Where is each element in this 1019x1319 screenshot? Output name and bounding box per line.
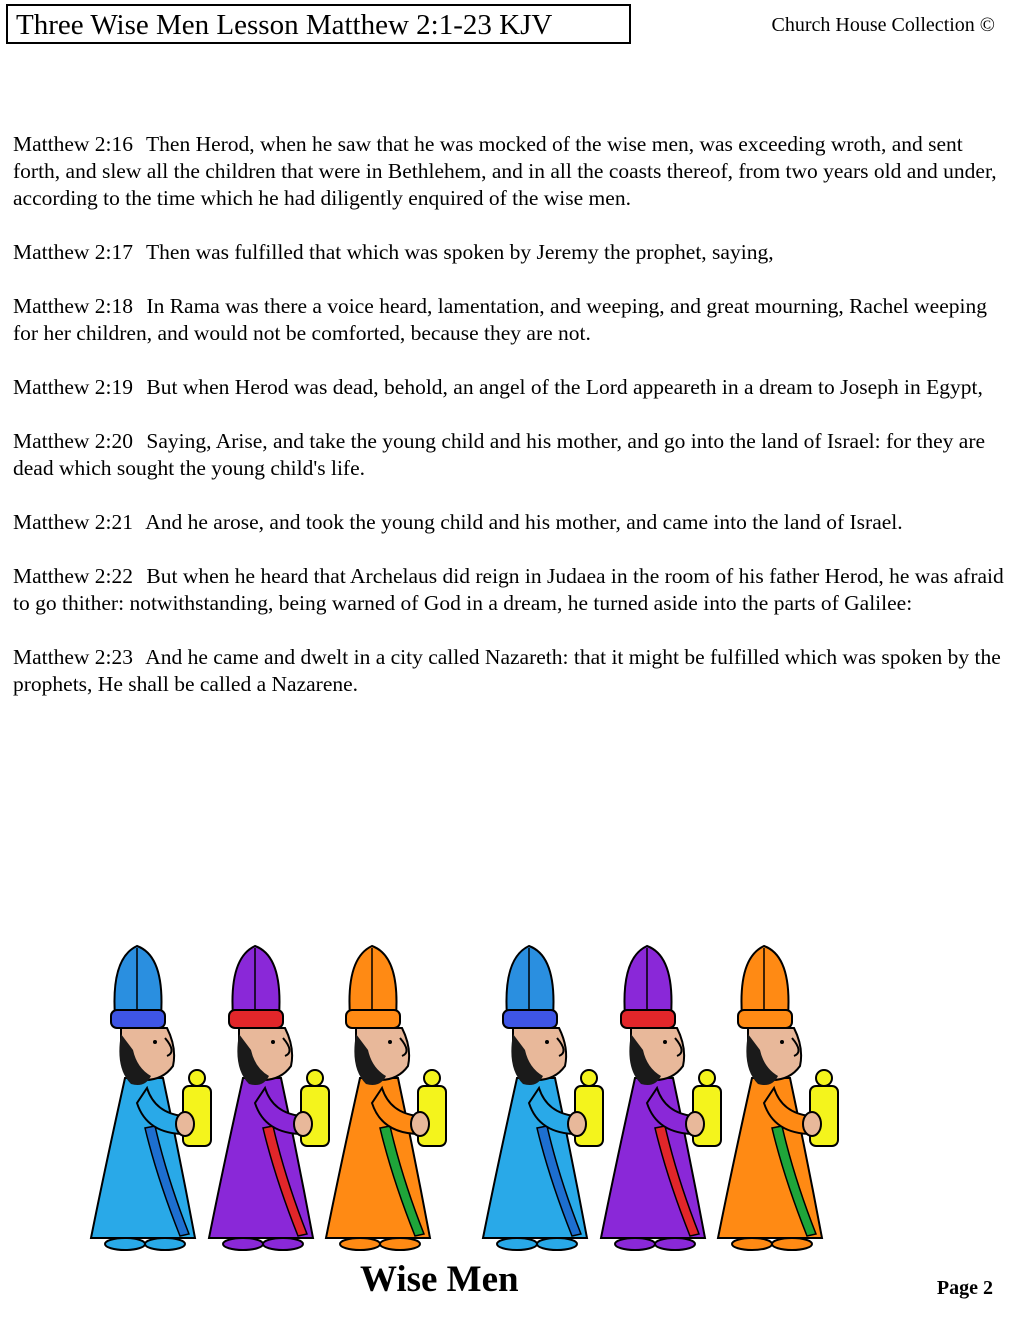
verse-reference: Matthew 2:19 (13, 375, 134, 399)
hat-band (346, 1010, 400, 1028)
verse-text: And he came and dwelt in a city called Nazareth: that it might be fulfilled which was spoken by the prophets, He shall be called a Nazarene. (13, 645, 1001, 696)
shoe-shape (223, 1238, 263, 1250)
shoe-shape (537, 1238, 577, 1250)
page-title: Three Wise Men Lesson Matthew 2:1-23 KJV (6, 4, 631, 44)
verse-paragraph (13, 131, 1008, 212)
verse-paragraph (13, 563, 1008, 617)
eye-dot (780, 1040, 784, 1044)
wise-man-figure (91, 946, 211, 1250)
hat-band (111, 1010, 165, 1028)
wise-man-figure (209, 946, 329, 1250)
hand-shape (294, 1112, 312, 1136)
eye-dot (545, 1040, 549, 1044)
wise-man-figure (601, 946, 721, 1250)
eye-dot (663, 1040, 667, 1044)
shoe-shape (340, 1238, 380, 1250)
verse-list (13, 131, 1008, 725)
verse-paragraph (13, 428, 1008, 482)
verse-paragraph (13, 239, 1008, 266)
verse-text: But when Herod was dead, behold, an angel of the Lord appeareth in a dream to Joseph in Egypt, (146, 375, 983, 399)
wise-man-figure (483, 946, 603, 1250)
hat-shape (624, 946, 671, 1016)
shoe-shape (263, 1238, 303, 1250)
hat-shape (506, 946, 553, 1016)
wise-man-figure (326, 946, 446, 1250)
verse-paragraph (13, 293, 1008, 347)
wise-men-illustration (85, 938, 845, 1258)
verse-reference: Matthew 2:22 (13, 564, 134, 588)
gift-lid (424, 1070, 440, 1086)
verse-paragraph (13, 509, 1008, 536)
page-number: Page 2 (936, 1277, 993, 1299)
hand-shape (411, 1112, 429, 1136)
eye-dot (388, 1040, 392, 1044)
gift-lid (189, 1070, 205, 1086)
hand-shape (803, 1112, 821, 1136)
hat-band (621, 1010, 675, 1028)
shoe-shape (732, 1238, 772, 1250)
shoe-shape (145, 1238, 185, 1250)
verse-reference: Matthew 2:17 (13, 240, 134, 264)
hat-shape (741, 946, 788, 1016)
verse-text: Saying, Arise, and take the young child and his mother, and go into the land of Israel: for they are dead which sought the young child's life. (13, 429, 986, 480)
verse-reference: Matthew 2:23 (13, 645, 134, 669)
verse-text: Then was fulfilled that which was spoken by Jeremy the prophet, saying, (146, 240, 774, 264)
eye-dot (153, 1040, 157, 1044)
verse-text: In Rama was there a voice heard, lamentation, and weeping, and great mourning, Rachel weeping for her children, and would not be comforted, because they are not. (13, 294, 987, 345)
illustration-caption: Wise Men (360, 1259, 519, 1300)
hat-shape (114, 946, 161, 1016)
verse-text: And he arose, and took the young child and his mother, and came into the land of Israel. (145, 510, 903, 534)
hat-shape (232, 946, 279, 1016)
verse-paragraph (13, 374, 1008, 401)
gift-lid (581, 1070, 597, 1086)
verse-text: But when he heard that Archelaus did reign in Judaea in the room of his father Herod, he was afraid to go thither: notwithstanding, being warned of God in a dream, he turned aside into the parts of Galilee: (13, 564, 1004, 615)
gift-lid (699, 1070, 715, 1086)
wise-man-figure (718, 946, 838, 1250)
shoe-shape (615, 1238, 655, 1250)
verse-paragraph (13, 644, 1008, 698)
hand-shape (568, 1112, 586, 1136)
hat-shape (349, 946, 396, 1016)
hand-shape (686, 1112, 704, 1136)
gift-lid (816, 1070, 832, 1086)
shoe-shape (497, 1238, 537, 1250)
hand-shape (176, 1112, 194, 1136)
hat-band (229, 1010, 283, 1028)
shoe-shape (380, 1238, 420, 1250)
shoe-shape (105, 1238, 145, 1250)
verse-reference: Matthew 2:21 (13, 510, 134, 534)
verse-text: Then Herod, when he saw that he was mocked of the wise men, was exceeding wroth, and sent forth, and slew all the children that were in Bethlehem, and in all the coasts thereof, from two years old and under, according to the time which he had diligently enquired of the wise men. (13, 132, 997, 210)
gift-lid (307, 1070, 323, 1086)
shoe-shape (772, 1238, 812, 1250)
verse-reference: Matthew 2:20 (13, 429, 134, 453)
eye-dot (271, 1040, 275, 1044)
shoe-shape (655, 1238, 695, 1250)
hat-band (738, 1010, 792, 1028)
verse-reference: Matthew 2:16 (13, 132, 134, 156)
verse-reference: Matthew 2:18 (13, 294, 134, 318)
copyright-notice: Church House Collection © (771, 14, 995, 36)
hat-band (503, 1010, 557, 1028)
